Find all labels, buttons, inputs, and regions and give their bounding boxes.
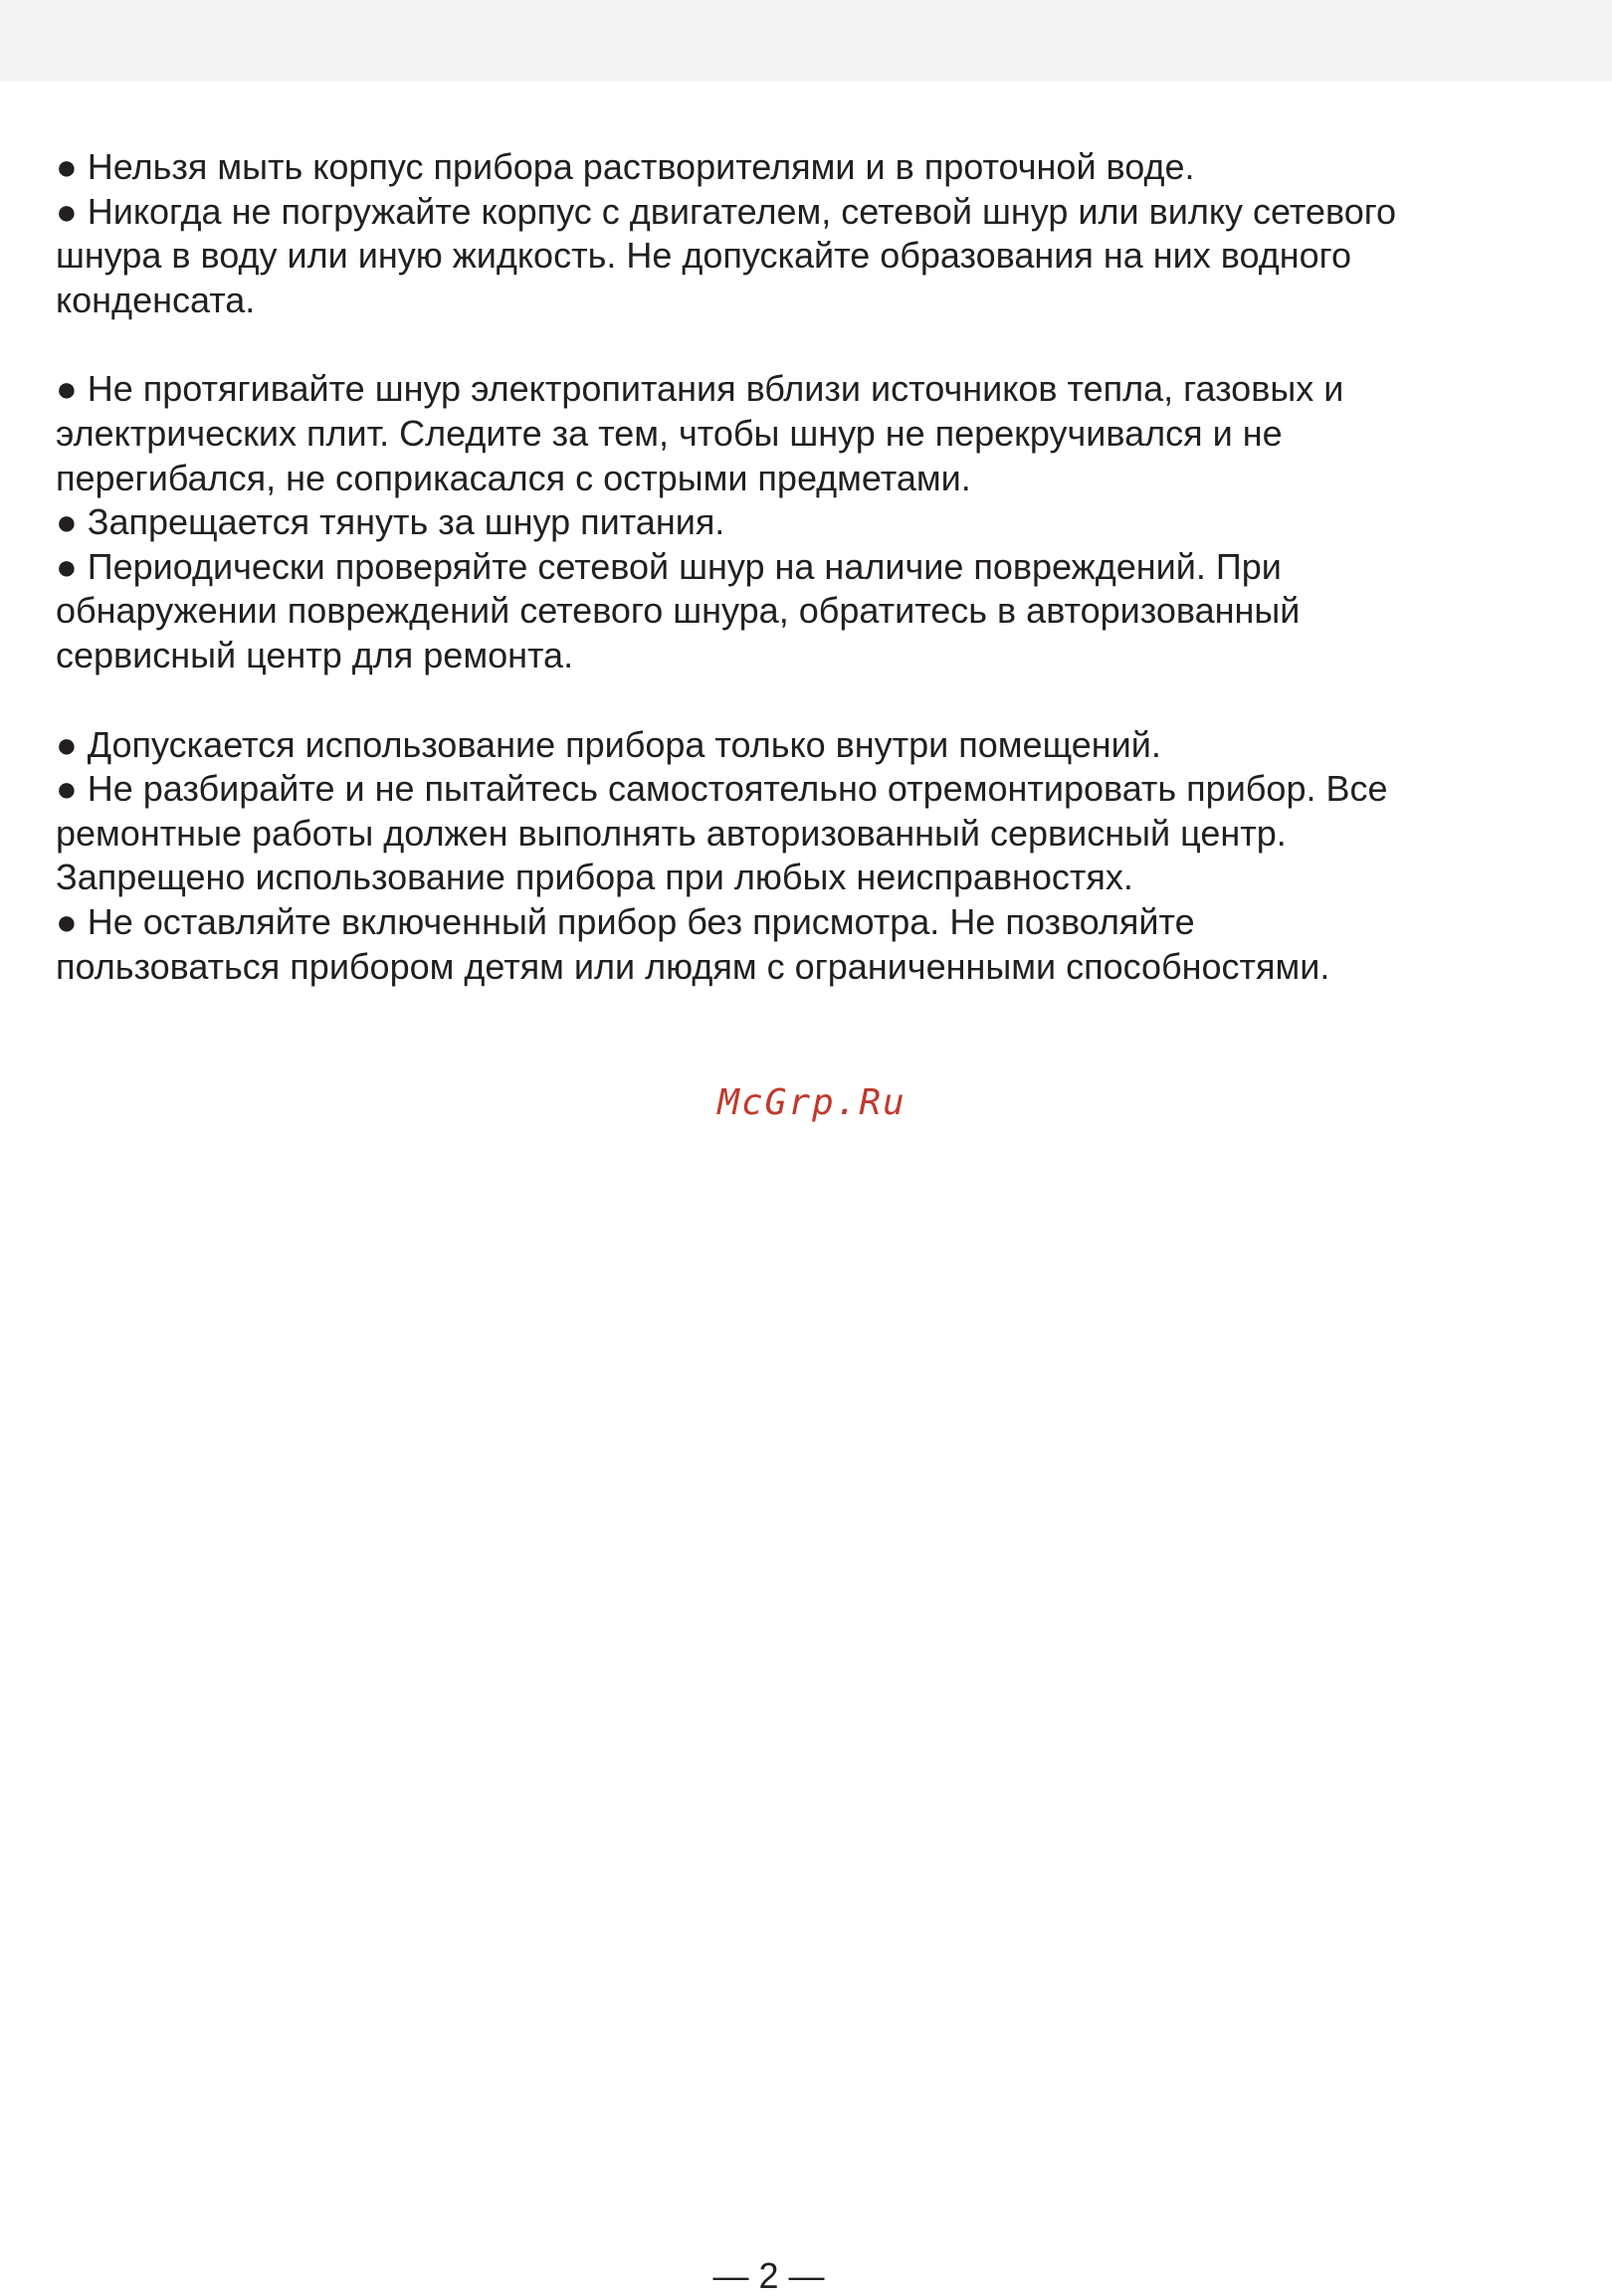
- text-line: ● Никогда не погружайте корпус с двигателем, сетевой шнур или вилку сетевого: [56, 190, 1397, 232]
- text-line: шнура в воду или иную жидкость. Не допускайте образования на них водного: [56, 235, 1351, 277]
- text-line: обнаружении повреждений сетевого шнура, обратитесь в авторизованный: [56, 590, 1301, 632]
- text-line: ремонтные работы должен выполнять авторизованный сервисный центр.: [56, 812, 1287, 854]
- text-line: ● Не оставляйте включенный прибор без присмотра. Не позволяйте: [56, 900, 1195, 942]
- text-line: ● Не разбирайте и не пытайтесь самостоятельно отремонтировать прибор. Все: [56, 768, 1388, 810]
- watermark: McGrp.Ru: [717, 1082, 907, 1123]
- text-line: ● Периодически проверяйте сетевой шнур на наличие повреждений. При: [56, 545, 1282, 587]
- document-body: [56, 145, 1568, 1034]
- paragraph-block: [56, 145, 1568, 322]
- paragraph-block: [56, 723, 1568, 990]
- text-line: ● Допускается использование прибора только внутри помещений.: [56, 723, 1161, 765]
- text-line: пользоваться прибором детям или людям с ограниченными способностями.: [56, 945, 1330, 987]
- text-line: ● Не протягивайте шнур электропитания вблизи источников тепла, газовых и: [56, 368, 1344, 410]
- text-line: конденсата.: [56, 279, 256, 320]
- text-line: сервисный центр для ремонта.: [56, 634, 574, 675]
- page-number: — 2 —: [712, 2255, 825, 2296]
- top-band: [0, 0, 1612, 82]
- text-line: электрических плит. Следите за тем, чтобы шнур не перекручивался и не: [56, 412, 1283, 454]
- text-line: ● Нельзя мыть корпус прибора растворителями и в проточной воде.: [56, 146, 1195, 187]
- text-line: перегибался, не соприкасался с острыми предметами.: [56, 457, 971, 498]
- paragraph-block: [56, 367, 1568, 677]
- text-line: Запрещено использование прибора при любых неисправностях.: [56, 857, 1133, 898]
- text-line: ● Запрещается тянуть за шнур питания.: [56, 501, 725, 543]
